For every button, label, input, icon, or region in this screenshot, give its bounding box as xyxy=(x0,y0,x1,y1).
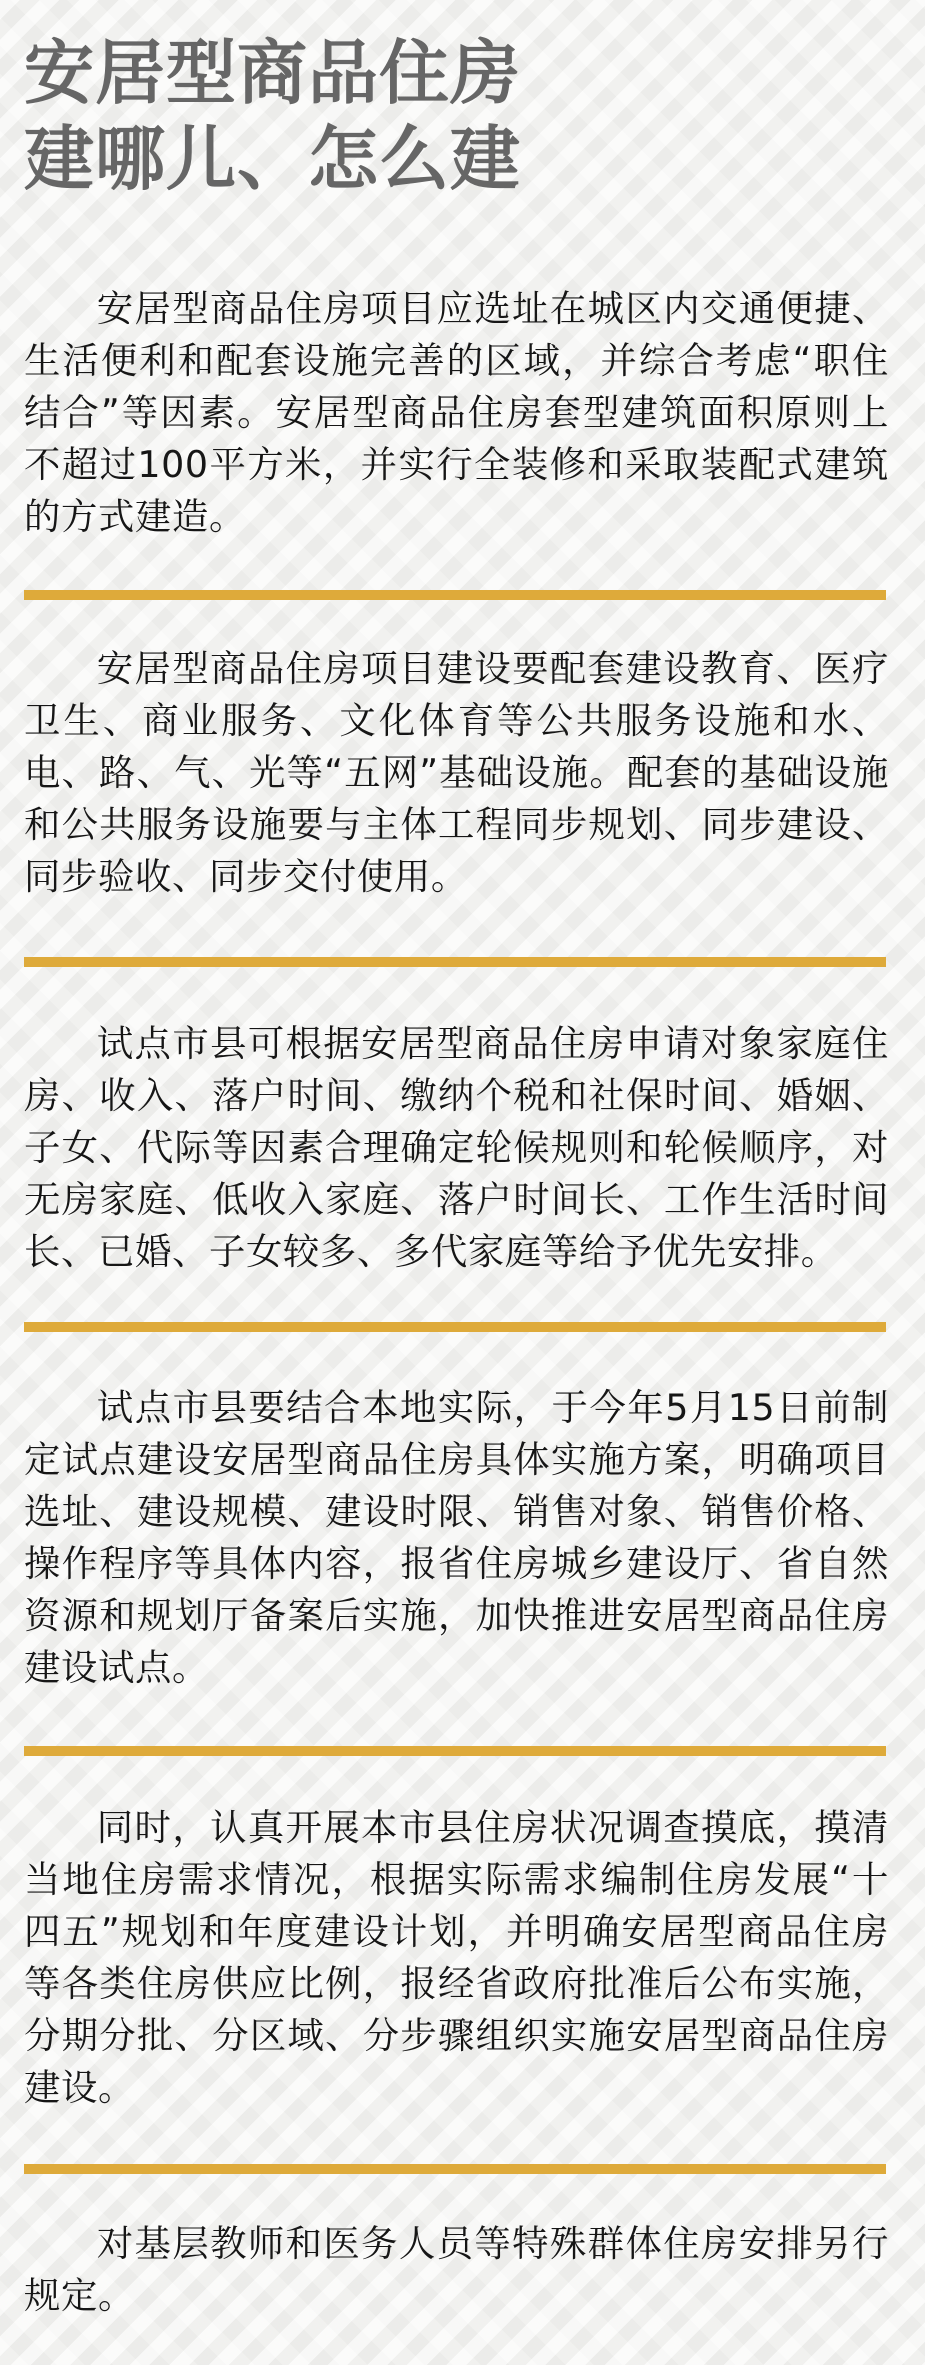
section-divider xyxy=(24,2164,886,2174)
article-title xyxy=(24,30,884,202)
section-divider xyxy=(24,1322,886,1332)
paragraph-housing-survey: 同时，认真开展本市县住房状况调查摸底，摸清当地住房需求情况，根据实际需求编制住房发展“十四五”规划和年度建设计划，并明确安居型商品住房等各类住房供应比例，报经省政府批准后公布实施，分期分批、分区域、分步骤组织实施安居型商品住房建设。 xyxy=(24,1806,889,2109)
paragraph-site-selection: 安居型商品住房项目应选址在城区内交通便捷、生活便利和配套设施完善的区域，并综合考虑“职住结合”等因素。安居型商品住房套型建筑面积原则上不超过100平方米，并实行全装修和采取装配式建筑的方式建造。 xyxy=(24,287,889,538)
article-title-line-2: 建哪儿、怎么建 xyxy=(24,118,521,200)
section-divider xyxy=(24,957,886,967)
paragraph-allocation-rules: 试点市县可根据安居型商品住房申请对象家庭住房、收入、落户时间、缴纳个税和社保时间、婚姻、子女、代际等因素合理确定轮候规则和轮候顺序，对无房家庭、低收入家庭、落户时间长、工作生活时间长、已婚、子女较多、多代家庭等给予优先安排。 xyxy=(24,1022,889,1273)
section-divider xyxy=(24,590,886,600)
article-title-line-1: 安居型商品住房 xyxy=(24,32,521,114)
section-divider xyxy=(24,1746,886,1756)
paragraph-supporting-facilities: 安居型商品住房项目建设要配套建设教育、医疗卫生、商业服务、文化体育等公共服务设施和水、电、路、气、光等“五网”基础设施。配套的基础设施和公共服务设施要与主体工程同步规划、同步建设、同步验收、同步交付使用。 xyxy=(24,647,889,898)
paragraph-special-groups: 对基层教师和医务人员等特殊群体住房安排另行规定。 xyxy=(24,2222,889,2317)
paragraph-implementation-plan: 试点市县要结合本地实际，于今年5月15日前制定试点建设安居型商品住房具体实施方案，明确项目选址、建设规模、建设时限、销售对象、销售价格、操作程序等具体内容，报省住房城乡建设厅、省自然资源和规划厅备案后实施，加快推进安居型商品住房建设试点。 xyxy=(24,1386,889,1689)
